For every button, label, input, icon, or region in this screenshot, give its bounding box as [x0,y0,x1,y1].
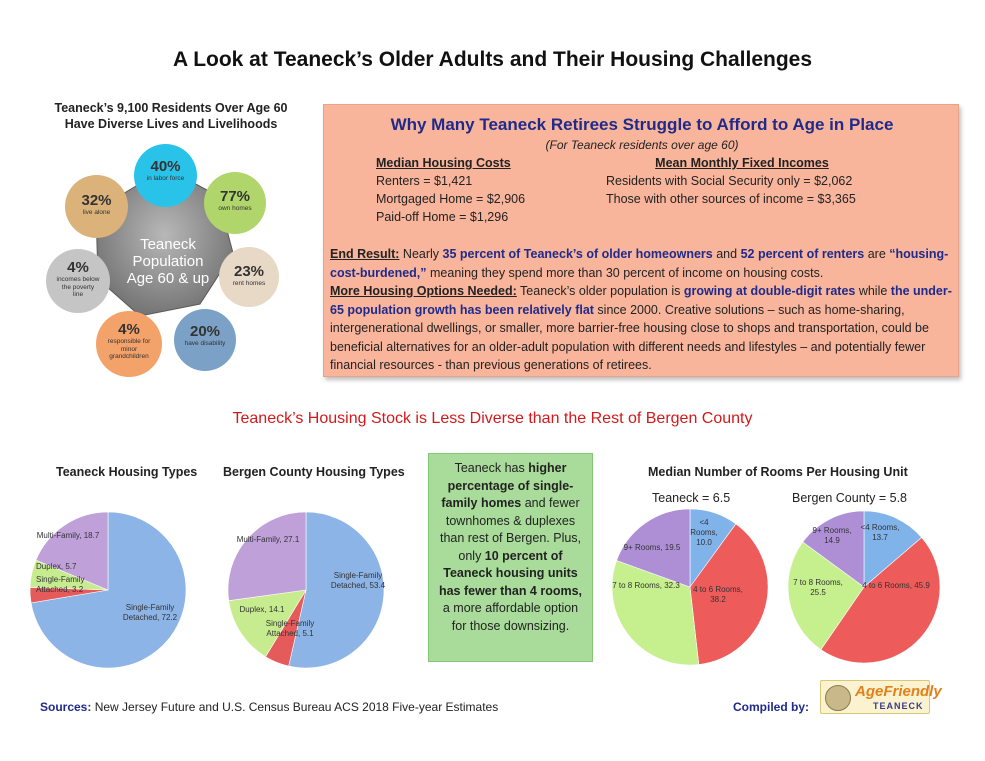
end-bold-1: 35 percent of Teaneck’s of older homeowners [442,247,713,261]
end-text-4: meaning they spend more than 30 percent of income on housing costs. [426,265,824,280]
pie-data-label: Single-Family [333,571,383,580]
teaneck-rooms-pie [600,500,790,675]
pie-data-label: 38.2 [710,595,726,604]
pie-data-label: 7 to 8 Rooms, 32.3 [612,581,680,590]
pie-data-label: 14.9 [824,536,840,545]
rooms-teaneck-label: Teaneck = 6.5 [652,491,731,505]
logo-text-2: TEANECK [873,701,924,711]
end-bold-3: “housing-cost-burdened,” [330,247,949,280]
rooms-bergen-label: Bergen County = 5.8 [792,491,908,505]
bubble-label: rent homes [232,280,266,287]
more-text-2: while [855,284,891,298]
center-line-1: Teaneck [140,236,196,253]
pie-data-label: Duplex, 5.7 [36,562,77,571]
bubble-label: have disability [184,340,226,347]
bergen-housing-types-pie [220,480,420,680]
pie-data-label: Multi-Family, 18.7 [36,531,100,540]
more-text-1: Teaneck’s older population is [516,284,684,298]
note-bold-2: 10 percent of Teaneck housing units has fewer than 4 rooms, [438,548,583,598]
bubble-labor-force [134,144,197,207]
end-text-2: and [712,247,741,261]
pie-data-label: 4 to 6 Rooms, 45.9 [862,581,930,590]
bubble-pct: 20% [189,323,221,340]
income-social-security: Residents with Social Security only = $2,062 [606,174,853,188]
residents-heading-line-1: Teaneck’s 9,100 Residents Over Age 60 [54,101,288,115]
incomes-column [606,154,878,208]
bubble-pct: 4% [67,259,89,276]
bubble-disability [174,309,236,371]
compiled-by-label: Compiled by: [733,700,810,714]
teaneck-housing-types-pie [0,480,220,680]
income-other: Those with other sources of income = $3,365 [606,192,856,206]
bubble-label: in labor force [146,175,185,182]
pie-data-label: Attached, 3.2 [36,585,84,594]
pie-data-label: Single-Family [36,575,85,584]
residents-heading-line-2: Have Diverse Lives and Livelihoods [64,117,278,131]
info-subtitle: (For Teaneck residents over age 60) [545,138,739,152]
pie-data-label: <4 Rooms, [860,523,900,532]
pie-data-label: 7 to 8 Rooms, [793,578,843,587]
end-text-3: are [864,247,890,261]
bubble-pct: 4% [118,321,140,338]
bergen-types-title: Bergen County Housing Types [223,465,405,479]
pie-data-label: 13.7 [872,533,888,542]
bubble-label: responsible for minor grandchildren [107,338,151,360]
housing-costs-column [376,154,525,226]
more-text-3: since 2000. Creative solutions – such as home-sharing, intergenerational dwellings, or smaller, more barrier-free housing close to shops and transportation, could be beneficial alternatives for an older-adult population with different needs and lifestyles – and potentially fewer financial resources - than previous generations of retirees. [330,302,929,372]
pie-data-label: Single-Family [265,619,315,628]
bubble-rent-homes [219,247,279,307]
pie-data-label: 9+ Rooms, [812,526,852,535]
info-body-text [330,245,954,375]
logo-text-1: AgeFriendly [855,683,942,700]
pie-data-label: <4 [699,518,709,527]
housing-costs-heading: Median Housing Costs [376,156,511,170]
retirees-info-box [323,104,959,377]
end-text-1: Nearly [399,247,443,261]
more-options-label: More Housing Options Needed: [330,284,517,298]
center-line-3: Age 60 & up [126,270,210,287]
center-line-2: Population [132,253,204,270]
cost-paid-off: Paid-off Home = $1,296 [376,210,509,224]
rooms-title: Median Number of Rooms Per Housing Unit [648,465,908,479]
pie-data-label: Attached, 5.1 [266,629,314,638]
housing-comparison-note [428,453,593,662]
bubble-grandchildren [96,311,162,377]
housing-stock-heading: Teaneck’s Housing Stock is Less Diverse than the Rest of Bergen County [232,410,753,427]
sources-footer [40,700,498,714]
pie-data-label: 9+ Rooms, 19.5 [623,543,681,552]
note-bold-1: higher percentage of single-family homes [441,461,574,510]
pie-data-label: 10.0 [696,538,712,547]
end-bold-2: 52 percent of renters [740,247,865,261]
bubble-label: own homes [218,205,252,212]
pie-data-label: 25.5 [810,588,826,597]
bubble-pct: 23% [233,263,265,280]
note-text-1: Teaneck has [454,461,529,475]
cost-mortgaged: Mortgaged Home = $2,906 [376,192,526,206]
end-result-label: End Result: [330,247,400,261]
more-bold-2: the under-65 population growth has been relatively flat [330,284,952,317]
cost-renters: Renters = $1,421 [376,174,473,188]
pie-data-label: Detached, 53.4 [330,581,386,590]
teaneck-types-title: Teaneck Housing Types [56,465,198,479]
bubble-label: live alone [82,209,111,216]
page-title: A Look at Teaneck’s Older Adults and Their Housing Challenges [172,48,813,71]
note-text-2: and fewer townhomes & duplexes than rest of Bergen. Plus, only [439,496,582,563]
note-text-3: a more affordable option for those downsizing. [442,601,579,633]
pie-data-label: Single-Family [125,603,175,612]
more-bold-1: growing at double-digit rates [683,284,856,298]
center-label [108,236,228,287]
sources-text: New Jersey Future and U.S. Census Bureau ACS 2018 Five-year Estimates [91,700,499,714]
bergen-rooms-pie [780,500,970,675]
agefriendly-logo [820,680,942,714]
incomes-heading: Mean Monthly Fixed Incomes [655,156,829,170]
pie-data-label: Detached, 72.2 [122,613,178,622]
bubble-pct: 32% [81,192,112,209]
bubble-own-homes [204,172,266,234]
pie-slice-multi-family [228,512,306,601]
bubble-label: incomes below the poverty line [56,276,100,298]
pie-data-label: Multi-Family, 27.1 [236,535,300,544]
pie-data-label: Rooms, [690,528,718,537]
pie-data-label: 4 to 6 Rooms, [693,585,743,594]
population-diagram [0,0,320,400]
info-title: Why Many Teaneck Retirees Struggle to Afford to Age in Place [390,115,894,134]
pie-data-label: Duplex, 14.1 [239,605,285,614]
bubble-poverty [46,249,110,313]
bubble-live-alone [65,175,128,238]
teaneck-seal-icon [825,685,851,711]
bubble-pct: 77% [219,188,251,205]
sources-label: Sources: [40,700,92,714]
bubble-pct: 40% [150,158,181,175]
